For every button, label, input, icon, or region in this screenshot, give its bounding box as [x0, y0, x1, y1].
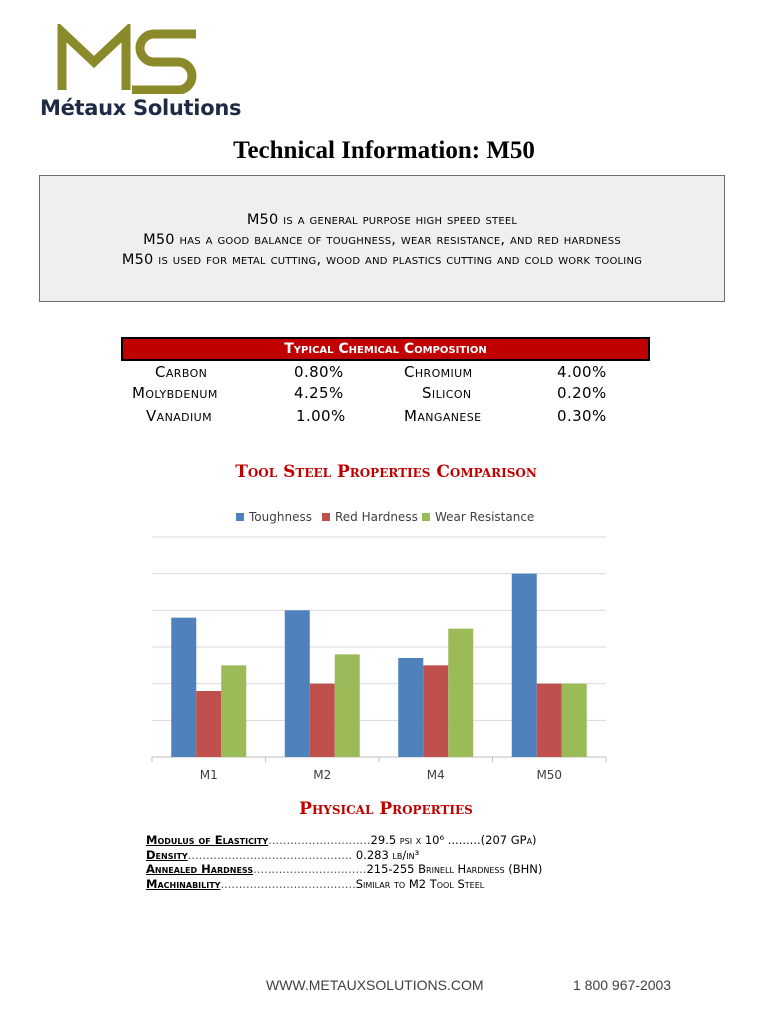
property-label: Density — [146, 847, 188, 862]
legend-item — [322, 510, 418, 524]
physical-title: Physical Properties — [299, 799, 473, 819]
bar-red-hardness — [423, 665, 448, 757]
bar-wear-resistance — [221, 665, 246, 757]
chart-legend — [236, 510, 536, 526]
company-logo — [38, 24, 242, 124]
element-label: Molybdenum — [132, 384, 218, 402]
property-value: 215-255 Brinell Hardness (BHN) — [366, 862, 543, 876]
intro-line-2: M50 has a good balance of toughness, wear resistance, and red hardness — [143, 232, 621, 248]
element-value: 4.00% — [557, 363, 607, 381]
page-title: Technical Information: M50 — [233, 137, 535, 164]
legend-label: Red Hardness — [335, 510, 418, 524]
physical-properties-list — [146, 833, 542, 891]
intro-box — [39, 175, 725, 302]
property-label: Machinability — [146, 876, 221, 891]
ms-logo-mark — [54, 24, 204, 94]
bar-toughness — [512, 574, 537, 757]
phone-number: 1 800 967-2003 — [573, 977, 672, 993]
intro-line-1: M50 is a general purpose high speed steel — [246, 212, 518, 228]
legend-swatch — [422, 513, 430, 521]
bar-red-hardness — [310, 684, 335, 757]
bar-toughness — [398, 658, 423, 757]
x-tick-label: M1 — [199, 768, 218, 782]
x-tick-label: M2 — [313, 768, 332, 782]
legend-label: Wear Resistance — [435, 510, 535, 524]
bar-toughness — [285, 610, 310, 757]
leader-dots: ............................ — [268, 833, 371, 847]
comparison-title: Tool Steel Properties Comparison — [235, 462, 537, 482]
bar-red-hardness — [537, 684, 562, 757]
bar-red-hardness — [196, 691, 221, 757]
composition-header: Typical Chemical Composition — [121, 337, 650, 361]
property-row — [146, 848, 542, 863]
element-label: Vanadium — [146, 407, 212, 425]
element-label: Carbon — [155, 363, 208, 381]
legend-swatch — [236, 513, 244, 521]
leader-dots: ............................................. — [187, 847, 353, 862]
company-name: Métaux Solutions — [40, 96, 242, 120]
bar-toughness — [171, 618, 196, 757]
leader-dots: ............................... — [253, 862, 367, 876]
legend-item — [422, 510, 534, 524]
property-value: Similar to M2 Tool Steel — [355, 876, 485, 891]
property-value: 29.5 psi x 10⁶ .........(207 GPa) — [370, 833, 537, 847]
legend-item — [236, 510, 312, 524]
x-tick-label: M50 — [536, 768, 563, 782]
property-value: 0.283 lb/in³ — [352, 847, 420, 862]
x-tick-label: M4 — [426, 768, 445, 782]
element-label: Manganese — [404, 407, 482, 425]
property-row — [146, 862, 542, 877]
property-label: Annealed Hardness — [146, 862, 254, 876]
element-value: 1.00% — [296, 407, 346, 425]
legend-label: Toughness — [249, 510, 312, 524]
legend-swatch — [322, 513, 330, 521]
property-row — [146, 877, 542, 892]
property-row — [146, 833, 542, 848]
bar-wear-resistance — [448, 629, 473, 757]
leader-dots: ..................................... — [220, 876, 356, 891]
element-value: 0.20% — [557, 384, 607, 402]
bar-wear-resistance — [562, 684, 587, 757]
bar-wear-resistance — [335, 654, 360, 757]
element-value: 0.30% — [557, 407, 607, 425]
intro-line-3: M50 is used for metal cutting, wood and plastics cutting and cold work tooling — [121, 252, 643, 268]
element-label: Silicon — [422, 384, 472, 402]
element-value: 0.80% — [294, 363, 344, 381]
property-label: Modulus of Elasticity — [146, 833, 269, 847]
element-label: Chromium — [404, 363, 473, 381]
website-link[interactable]: WWW.METAUXSOLUTIONS.COM — [266, 977, 484, 993]
properties-bar-chart — [150, 535, 610, 785]
element-value: 4.25% — [294, 384, 344, 402]
